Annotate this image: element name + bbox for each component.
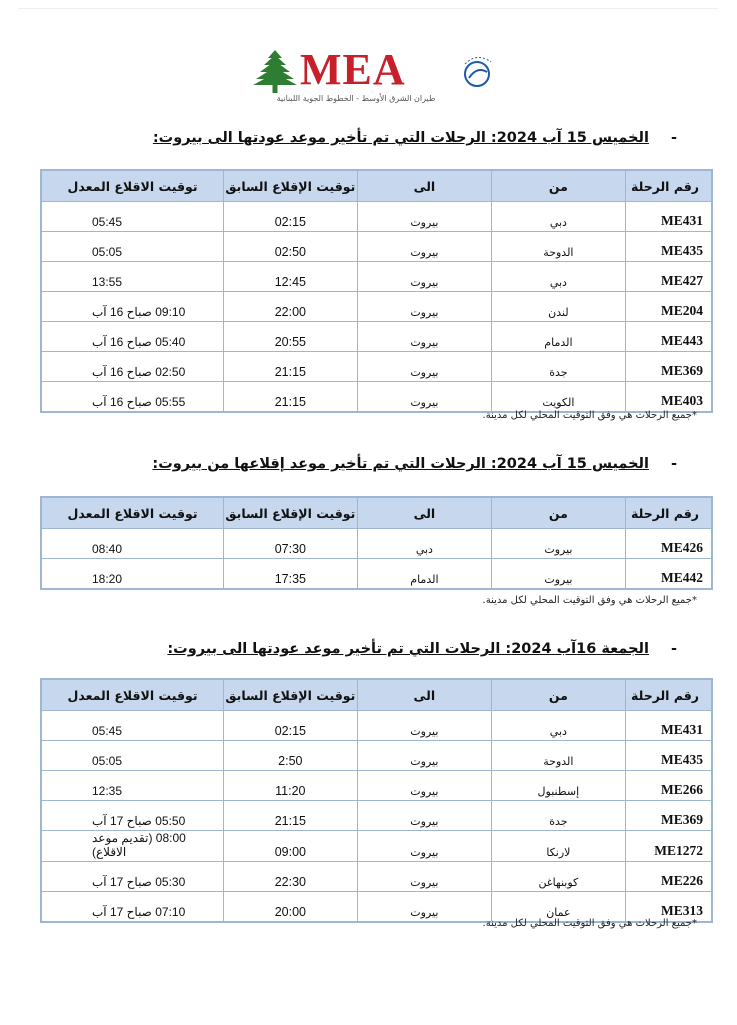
previous-time-cell: 07:30 <box>224 529 358 559</box>
col-previous-time: توقيت الإقلاع السابق <box>224 170 358 202</box>
flight-number-cell: ME1272 <box>625 831 712 862</box>
new-time-cell: 05:05 <box>41 741 224 771</box>
col-previous-time: توقيت الإقلاع السابق <box>224 497 358 529</box>
flight-number-cell: ME426 <box>625 529 712 559</box>
destination-cell: بيروت <box>357 831 491 862</box>
previous-time-cell: 2:50 <box>224 741 358 771</box>
destination-cell: بيروت <box>357 711 491 741</box>
origin-cell: كوبنهاغن <box>492 862 626 892</box>
table-header-row <box>41 170 712 202</box>
table-row <box>41 262 712 292</box>
top-divider <box>18 8 718 9</box>
new-time-cell: 05:45 <box>41 711 224 741</box>
origin-cell: دبي <box>492 202 626 232</box>
destination-cell: بيروت <box>357 322 492 352</box>
logo-tagline: طيران الشرق الأوسط - الخطوط الجوية اللبنانية <box>276 94 436 103</box>
origin-cell: جدة <box>492 801 626 831</box>
flight-number-cell: ME435 <box>625 741 712 771</box>
skyteam-icon <box>457 52 497 92</box>
new-time-cell: 12:35 <box>41 771 224 801</box>
table-header-row <box>41 679 712 711</box>
origin-cell: لارنكا <box>492 831 626 862</box>
flight-number-cell: ME313 <box>625 892 712 923</box>
destination-cell: بيروت <box>357 292 492 322</box>
col-flight-number: رقم الرحلة <box>625 170 712 202</box>
previous-time-cell: 21:15 <box>224 801 358 831</box>
destination-cell: بيروت <box>357 352 492 382</box>
origin-cell: جدة <box>492 352 626 382</box>
origin-cell: بيروت <box>492 529 626 559</box>
origin-cell: الدمام <box>492 322 626 352</box>
new-time-cell: 18:20 <box>41 559 224 590</box>
origin-cell: دبي <box>492 711 626 741</box>
origin-cell: إسطنبول <box>492 771 626 801</box>
brand-wordmark: MEA <box>300 45 406 94</box>
table-row <box>41 352 712 382</box>
mea-logo <box>252 44 502 112</box>
previous-time-cell: 22:30 <box>224 862 358 892</box>
origin-cell: دبي <box>492 262 626 292</box>
section-3-note: *جميع الرحلات هي وفق التوقيت المحلي لكل مدينة. <box>482 918 697 929</box>
origin-cell: الكويت <box>492 382 626 413</box>
table-row <box>41 202 712 232</box>
previous-time-cell: 21:15 <box>224 352 358 382</box>
flight-number-cell: ME369 <box>625 352 712 382</box>
table-row <box>41 292 712 322</box>
flight-number-cell: ME431 <box>625 711 712 741</box>
table-row <box>41 831 712 862</box>
flight-number-cell: ME442 <box>625 559 712 590</box>
destination-cell: الدمام <box>357 559 492 590</box>
col-to: الى <box>357 170 492 202</box>
destination-cell: بيروت <box>357 232 492 262</box>
destination-cell: دبي <box>357 529 492 559</box>
flights-table-3 <box>40 678 713 923</box>
new-time-cell: 08:40 <box>41 529 224 559</box>
destination-cell: بيروت <box>357 202 492 232</box>
previous-time-cell: 02:50 <box>224 232 358 262</box>
destination-cell: بيروت <box>357 862 491 892</box>
new-time-cell: 05:30 صباح 17 آب <box>41 862 224 892</box>
new-time-cell: 05:40 صباح 16 آب <box>41 322 224 352</box>
col-previous-time: توقيت الإقلاع السابق <box>224 679 358 711</box>
table-row <box>41 232 712 262</box>
table-row <box>41 382 712 413</box>
col-to: الى <box>357 497 492 529</box>
flight-number-cell: ME369 <box>625 801 712 831</box>
col-flight-number: رقم الرحلة <box>625 679 712 711</box>
origin-cell: بيروت <box>492 559 626 590</box>
previous-time-cell: 02:15 <box>224 202 358 232</box>
previous-time-cell: 09:00 <box>224 831 358 862</box>
table-row <box>41 529 712 559</box>
new-time-cell: 05:05 <box>41 232 224 262</box>
new-time-cell: 02:50 صباح 16 آب <box>41 352 224 382</box>
col-to: الى <box>357 679 491 711</box>
table-row <box>41 771 712 801</box>
table-row <box>41 559 712 590</box>
table-row <box>41 862 712 892</box>
flight-number-cell: ME435 <box>625 232 712 262</box>
new-time-cell: 13:55 <box>41 262 224 292</box>
previous-time-cell: 22:00 <box>224 292 358 322</box>
col-new-time: توقيت الاقلاع المعدل <box>41 497 224 529</box>
flight-number-cell: ME403 <box>625 382 712 413</box>
col-from: من <box>492 679 626 711</box>
flight-number-cell: ME443 <box>625 322 712 352</box>
col-from: من <box>492 497 626 529</box>
previous-time-cell: 20:55 <box>224 322 358 352</box>
flights-table-1 <box>40 169 713 413</box>
flight-number-cell: ME431 <box>625 202 712 232</box>
table-row <box>41 741 712 771</box>
new-time-cell: 07:10 صباح 17 آب <box>41 892 224 923</box>
origin-cell: الدوحة <box>492 741 626 771</box>
flight-number-cell: ME226 <box>625 862 712 892</box>
new-time-cell: 09:10 صباح 16 آب <box>41 292 224 322</box>
previous-time-cell: 21:15 <box>224 382 358 413</box>
table-row <box>41 801 712 831</box>
section-dash: - <box>670 641 677 657</box>
section-title: الجمعة 16آب 2024: الرحلات التي تم تأخير موعد عودتها الى بيروت: <box>167 641 649 657</box>
previous-time-cell: 12:45 <box>224 262 358 292</box>
table-header-row <box>41 497 712 529</box>
previous-time-cell: 20:00 <box>224 892 358 923</box>
section-2-note: *جميع الرحلات هي وفق التوقيت المحلي لكل مدينة. <box>482 595 697 606</box>
origin-cell: الدوحة <box>492 232 626 262</box>
previous-time-cell: 17:35 <box>224 559 358 590</box>
col-from: من <box>492 170 626 202</box>
col-new-time: توقيت الاقلاع المعدل <box>41 679 224 711</box>
flights-table-2 <box>40 496 713 590</box>
destination-cell: بيروت <box>357 801 491 831</box>
col-new-time: توقيت الاقلاع المعدل <box>41 170 224 202</box>
destination-cell: بيروت <box>357 741 491 771</box>
section-title: الخميس 15 آب 2024: الرحلات التي تم تأخير موعد عودتها الى بيروت: <box>152 130 649 146</box>
section-1-note: *جميع الرحلات هي وفق التوقيت المحلي لكل مدينة. <box>482 410 697 421</box>
destination-cell: بيروت <box>357 262 492 292</box>
new-time-cell: 05:45 <box>41 202 224 232</box>
table-row <box>41 322 712 352</box>
table-row <box>41 711 712 741</box>
flight-number-cell: ME427 <box>625 262 712 292</box>
origin-cell: لندن <box>492 292 626 322</box>
section-3-heading <box>167 641 677 657</box>
destination-cell: بيروت <box>357 771 491 801</box>
section-dash: - <box>670 130 677 146</box>
new-time-cell: 05:55 صباح 16 آب <box>41 382 224 413</box>
flight-number-cell: ME204 <box>625 292 712 322</box>
flight-number-cell: ME266 <box>625 771 712 801</box>
destination-cell: بيروت <box>357 382 492 413</box>
section-title: الخميس 15 آب 2024: الرحلات التي تم تأخير موعد إقلاعها من بيروت: <box>152 456 649 472</box>
col-flight-number: رقم الرحلة <box>625 497 712 529</box>
cedar-tree-icon <box>252 48 298 94</box>
section-2-heading <box>152 456 677 472</box>
new-time-cell: 08:00 (تقديم موعد الاقلاع) <box>41 831 224 862</box>
destination-cell: بيروت <box>357 892 491 923</box>
previous-time-cell: 11:20 <box>224 771 358 801</box>
previous-time-cell: 02:15 <box>224 711 358 741</box>
new-time-cell: 05:50 صباح 17 آب <box>41 801 224 831</box>
origin-cell: عمان <box>492 892 626 923</box>
section-1-heading <box>153 130 677 146</box>
section-dash: - <box>670 456 677 472</box>
